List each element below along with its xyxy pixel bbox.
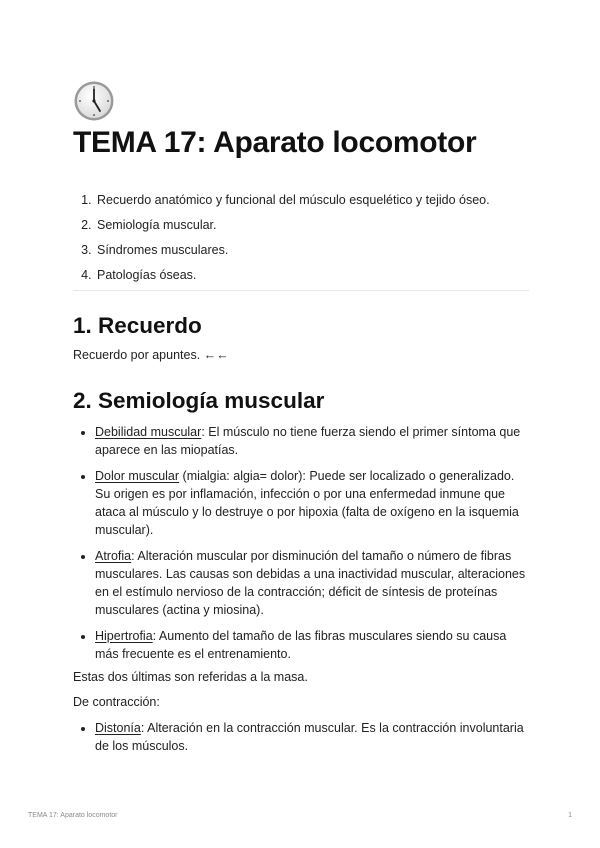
definition: : Alteración muscular por disminución del tamaño o número de fibras musculares. Las causas son debidas a una inactividad muscular, alteraciones en el estímulo nervioso de la contracción; déficit de síntesis de proteínas musculares (actina y miosina).: [95, 549, 526, 617]
toc-item: 2. Semiología muscular.: [95, 213, 529, 238]
term: Debilidad muscular: [95, 425, 202, 439]
list-item: [95, 719, 529, 755]
page-title: TEMA 17: Aparato locomotor: [73, 126, 477, 159]
recuerdo-text: Recuerdo por apuntes. ←←: [73, 348, 229, 362]
footer-page-number: 1: [568, 812, 572, 819]
definition: : El músculo no tiene fuerza siendo el primer síntoma que aparece en las miopatías.: [95, 425, 521, 457]
term: Distonía: [95, 721, 141, 735]
list-item: [95, 547, 529, 619]
term: Dolor muscular: [95, 469, 180, 483]
list-item: [95, 423, 529, 459]
term: Atrofia: [95, 549, 132, 563]
list-item: [95, 467, 529, 539]
definition: : Alteración en la contracción muscular. Es la contracción involuntaria de los músculos.: [95, 721, 524, 753]
footer-doc-title: TEMA 17: Aparato locomotor: [28, 812, 118, 819]
definition: (mialgia: algia= dolor): Puede ser localizado o generalizado. Su origen es por inflamación, infección o por una enfermedad inmune que ataca al músculo y lo destruye o por hipoxia (falta de oxígeno en la isquemia muscular).: [95, 469, 519, 537]
divider: [73, 290, 529, 291]
definition: : Aumento del tamaño de las fibras musculares siendo su causa más frecuente es el entrenamiento.: [95, 629, 507, 661]
note-contraccion: De contracción:: [73, 695, 160, 709]
clock-icon: [73, 80, 115, 122]
contraccion-list: [73, 719, 529, 755]
section-heading-semiologia: 2. Semiología muscular: [73, 388, 325, 413]
table-of-contents: [73, 188, 529, 288]
list-item: [95, 627, 529, 663]
toc-item: 3. Síndromes musculares.: [95, 238, 529, 263]
section-heading-recuerdo: 1. Recuerdo: [73, 313, 202, 338]
toc-item: 4. Patologías óseas.: [95, 263, 529, 288]
term: Hipertrofia: [95, 629, 153, 643]
toc-item: 1. Recuerdo anatómico y funcional del músculo esquelético y tejido óseo.: [95, 188, 529, 213]
note-masa: Estas dos últimas son referidas a la masa.: [73, 670, 308, 684]
semiologia-list: [73, 423, 529, 663]
